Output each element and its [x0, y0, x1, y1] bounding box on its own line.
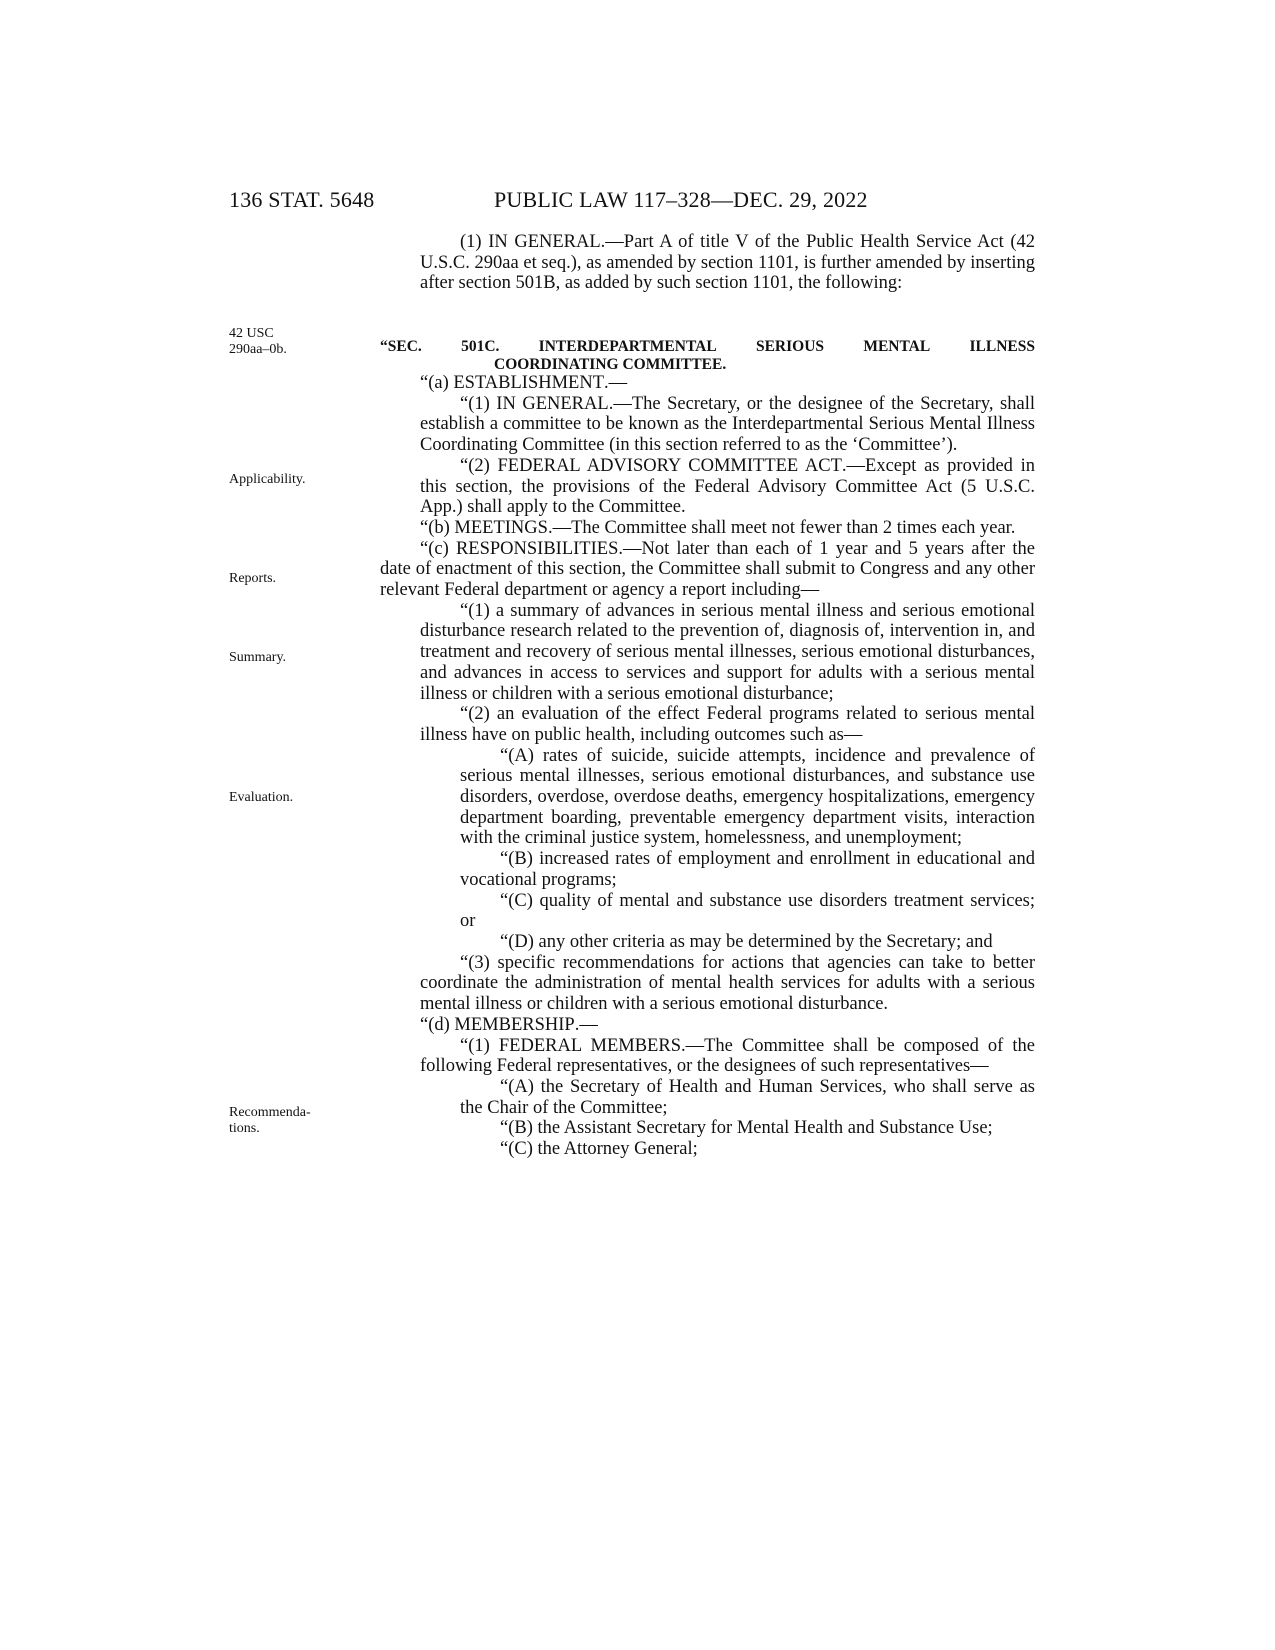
- subsection-b: “(b) MEETINGS.—The Committee shall meet not fewer than 2 times each year.: [420, 517, 1016, 538]
- public-law-title: PUBLIC LAW 117–328—DEC. 29, 2022: [494, 187, 868, 212]
- margin-note-usc: 42 USC 290aa–0b.: [229, 326, 287, 357]
- subsection-d-1-A: “(A) the Secretary of Health and Human Services, who shall serve as the Chair of the Committee;: [460, 1076, 1035, 1118]
- subsection-d-1-C: “(C) the Attorney General;: [500, 1139, 698, 1160]
- subsection-a-heading: “(a) ESTABLISHMENT.—: [420, 373, 628, 393]
- subsection-c-2: “(2) an evaluation of the effect Federal programs related to serious mental illness have on public health, including outcomes such as—: [420, 704, 1035, 745]
- subsection-d-heading: “(d) MEMBERSHIP.—: [420, 1014, 598, 1035]
- subsection-c-2-B: “(B) increased rates of employment and enrollment in educational and vocational programs;: [460, 849, 1035, 890]
- section-heading: “SEC. 501C. INTERDEPARTMENTAL SERIOUS MENTAL ILLNESS COORDINATING COMMITTEE.: [380, 338, 1035, 373]
- margin-note-applicability: Applicability.: [229, 472, 306, 487]
- margin-note-evaluation: Evaluation.: [229, 790, 294, 805]
- subsection-c-2-A: “(A) rates of suicide, suicide attempts, incidence and prevalence of serious mental illnesses, serious emotional disturbances, and substance use disorders, overdose, overdose deaths, emergency hospitalizations, emergency department boarding, preventable emergency department visits, interaction with the criminal justice system, homelessness, and unemployment;: [460, 745, 1035, 849]
- intro-block: [380, 232, 1035, 294]
- subsection-a-1: “(1) IN GENERAL.—The Secretary, or the designee of the Secretary, shall establish a committee to be known as the Interdepartmental Serious Mental Illness Coordinating Committee (in this section referred to as the ‘Committee’).: [420, 393, 1035, 456]
- subsection-c-2-D: “(D) any other criteria as may be determined by the Secretary; and: [500, 931, 993, 952]
- subsection-c-3: “(3) specific recommendations for actions that agencies can take to better coordinate the administration of mental health services for adults with a serious mental illness or children with a serious emotional disturbance.: [420, 952, 1035, 1015]
- subsection-c-1: “(1) a summary of advances in serious mental illness and serious emotional disturbance research related to the prevention of, diagnosis of, intervention in, and treatment and recovery of serious mental illnesses, serious emotional disturbances, and advances in access to services and support for adults with a serious mental illness or children with a serious emotional disturbance;: [420, 600, 1035, 704]
- margin-note-reports: Reports.: [229, 571, 277, 586]
- intro-paragraph: (1) IN GENERAL.—Part A of title V of the Public Health Service Act (42 U.S.C. 290aa et seq.), as amended by section 1101, is further amended by inserting after section 501B, as added by such section 1101, the following:: [420, 232, 1036, 294]
- subsection-a-2: “(2) FEDERAL ADVISORY COMMITTEE ACT.—Except as provided in this section, the provisions of the Federal Advisory Committee Act (5 U.S.C. App.) shall apply to the Committee.: [420, 455, 1036, 518]
- subsection-c-2-C: “(C) quality of mental and substance use disorders treatment services; or: [460, 890, 1035, 932]
- margin-note-summary: Summary.: [229, 650, 287, 665]
- subsection-d-1: “(1) FEDERAL MEMBERS.—The Committee shall be composed of the following Federal representatives, or the designees of such representatives—: [420, 1035, 1035, 1077]
- margin-note-recommendations: Recommenda- tions.: [229, 1105, 311, 1136]
- subsection-c: “(c) RESPONSIBILITIES.—Not later than each of 1 year and 5 years after the date of enactment of this section, the Committee shall submit to Congress and any other relevant Federal department or agency a report including—: [380, 538, 1035, 601]
- section-body: [380, 373, 1035, 1160]
- stat-page-number: 136 STAT. 5648: [229, 187, 375, 212]
- subsection-d-1-B: “(B) the Assistant Secretary for Mental Health and Substance Use;: [500, 1118, 993, 1139]
- page-header: [229, 187, 1275, 221]
